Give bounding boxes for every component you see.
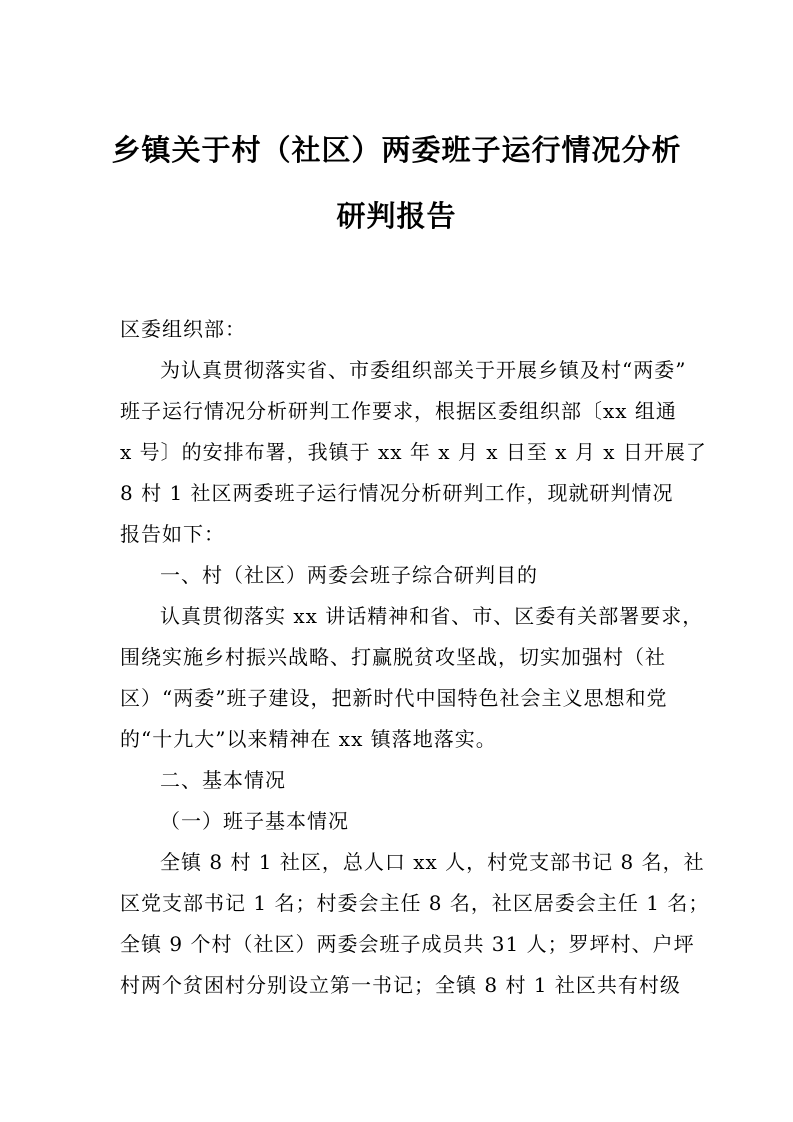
paragraph-line: 围绕实施乡村振兴战略、打赢脱贫攻坚战，切实加强村（社 <box>120 645 666 669</box>
paragraph-line: 8 村 1 社区两委班子运行情况分析研判工作，现就研判情况 <box>120 481 674 505</box>
paragraph-line: 为认真贯彻落实省、市委组织部关于开展乡镇及村“两委” <box>160 358 687 382</box>
paragraph-line: 区）“两委”班子建设，把新时代中国特色社会主义思想和党 <box>120 686 668 710</box>
paragraph-line: 报告如下： <box>120 522 225 546</box>
paragraph-line: 认真贯彻落实 xx 讲话精神和省、市、区委有关部署要求， <box>160 604 704 628</box>
paragraph-line: 班子运行情况分析研判工作要求，根据区委组织部〔xx 组通 <box>120 399 677 423</box>
paragraph-line: 全镇 8 村 1 社区，总人口 xx 人，村党支部书记 8 名，社 <box>160 850 705 874</box>
subsection-heading-1: （一）班子基本情况 <box>160 809 349 833</box>
section-heading-2: 二、基本情况 <box>160 768 286 792</box>
paragraph-line: x 号〕的安排布署，我镇于 xx 年 x 月 x 日至 x 月 x 日开展了 <box>120 440 707 464</box>
paragraph-line: 的“十九大”以来精神在 xx 镇落地落实。 <box>120 727 497 751</box>
paragraph-line: 全镇 9 个村（社区）两委会班子成员共 31 人；罗坪村、户坪 <box>120 932 695 956</box>
paragraph-line: 区党支部书记 1 名；村委会主任 8 名，社区居委会主任 1 名； <box>120 891 710 915</box>
salutation: 区委组织部： <box>120 317 246 341</box>
document-title-line-2: 研判报告 <box>336 199 457 233</box>
paragraph-line: 村两个贫困村分别设立第一书记；全镇 8 村 1 社区共有村级 <box>120 973 681 997</box>
section-heading-1: 一、村（社区）两委会班子综合研判目的 <box>160 563 538 587</box>
document-title-line-1: 乡镇关于村（社区）两委班子运行情况分析 <box>111 133 682 167</box>
